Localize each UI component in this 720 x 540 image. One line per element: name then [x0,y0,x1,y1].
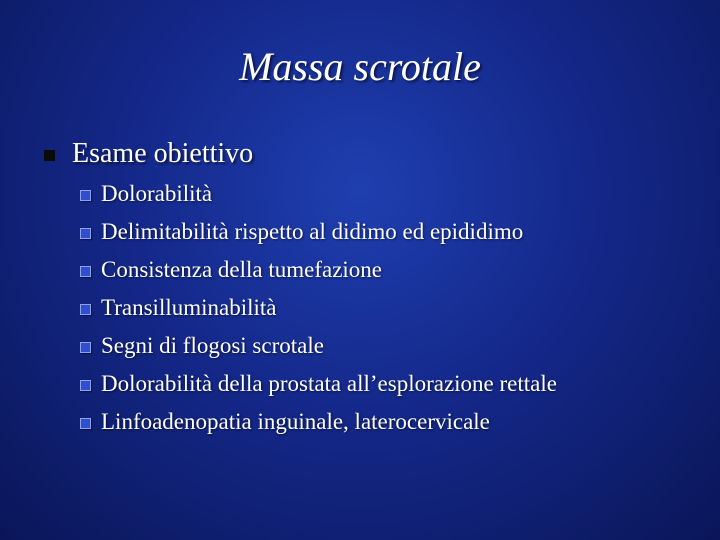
sub-bullet-list [80,175,557,441]
square-bullet-icon [80,266,91,277]
sub-bullet-item [80,365,557,403]
sub-bullet-item [80,327,557,365]
sub-bullet-text: Segni di flogosi scrotale [101,333,324,358]
square-bullet-icon [80,228,91,239]
main-bullet-text: Esame obiettivo [72,138,254,169]
sub-bullet-text: Linfoadenopatia inguinale, laterocervicale [101,409,490,434]
sub-bullet-text: Transilluminabilità [101,295,277,320]
sub-bullet-item [80,175,557,213]
sub-bullet-item [80,403,557,441]
square-bullet-icon [80,190,91,201]
slide-title: Massa scrotale [239,44,481,89]
sub-bullet-text: Dolorabilità [101,181,213,206]
main-bullet [44,134,253,174]
square-bullet-icon [80,342,91,353]
square-bullet-icon [80,418,91,429]
sub-bullet-item [80,251,557,289]
square-bullet-icon [80,304,91,315]
sub-bullet-item [80,289,557,327]
sub-bullet-text: Delimitabilità rispetto al didimo ed epididimo [101,219,524,244]
square-bullet-icon [44,150,55,161]
square-bullet-icon [80,380,91,391]
sub-bullet-item [80,213,557,251]
sub-bullet-text: Consistenza della tumefazione [101,257,383,282]
sub-bullet-text: Dolorabilità della prostata all’esplorazione rettale [101,371,557,396]
